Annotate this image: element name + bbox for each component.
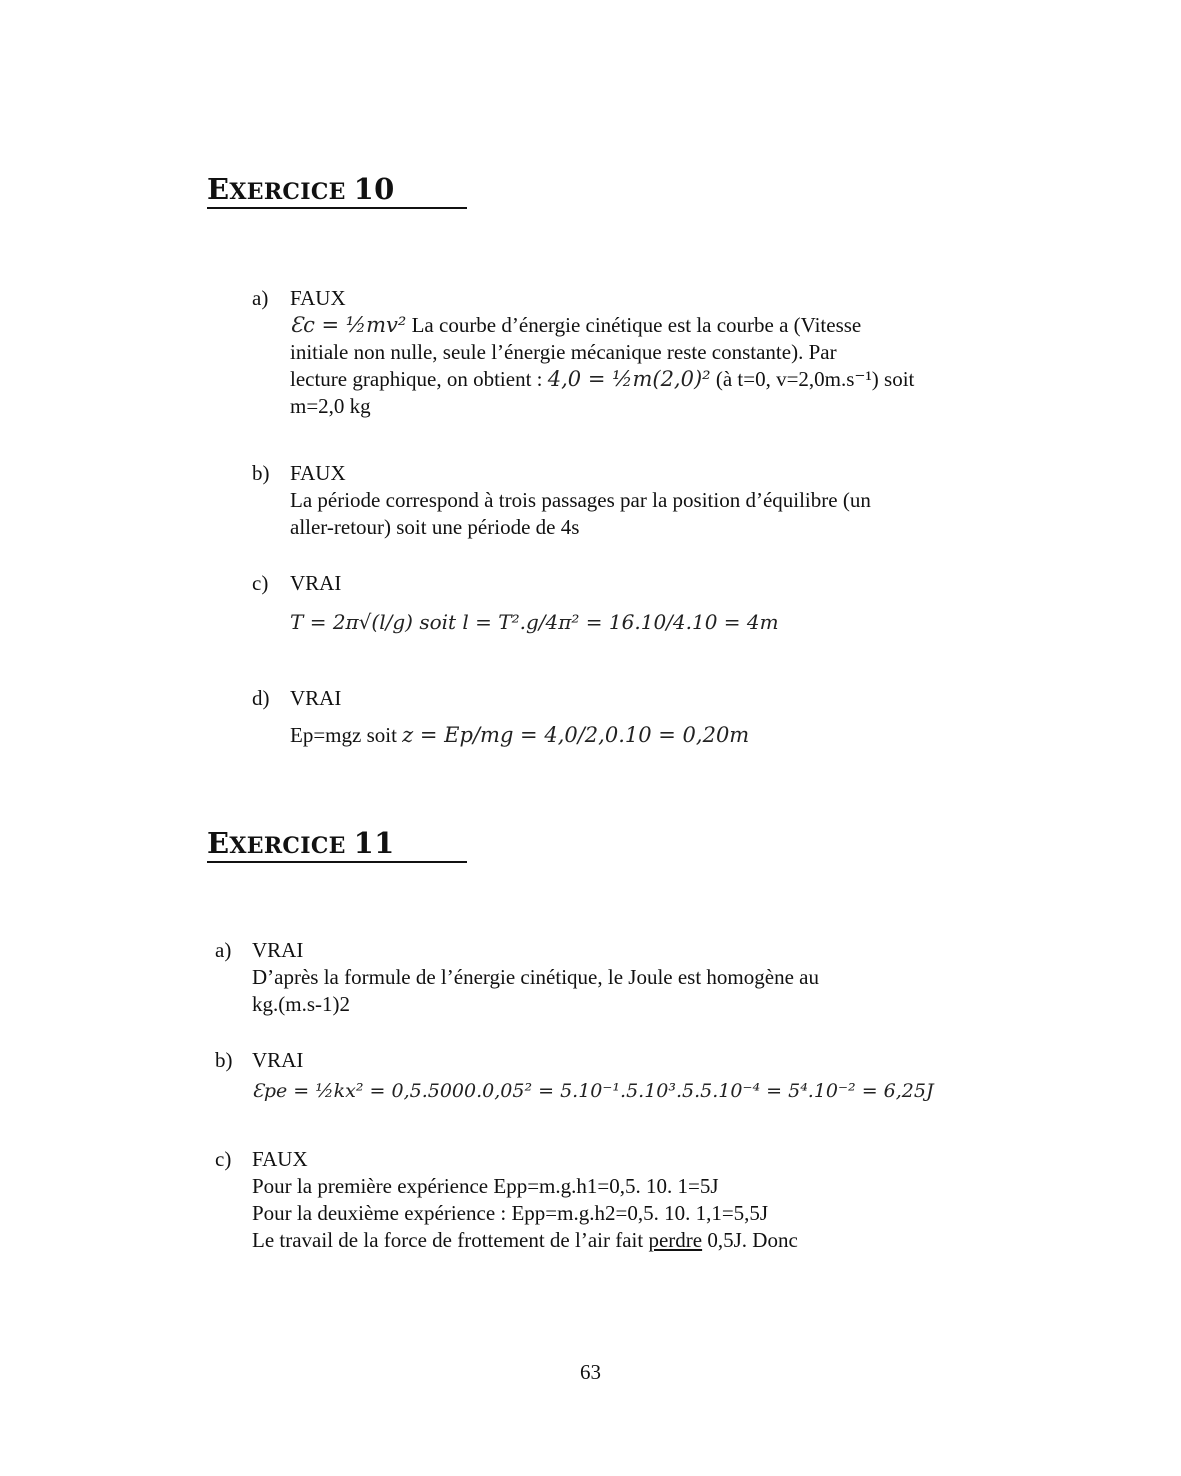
pendulum-length-formula: T = 2π√(l/g) soit l = T².g/4π² = 16.10/4.10 = 4m bbox=[290, 610, 779, 634]
page-number: 63 bbox=[580, 1360, 601, 1384]
exercise-10-heading: EXERCICE 10 bbox=[207, 174, 467, 209]
text-line: Ep=mgz soit bbox=[290, 723, 397, 747]
item-label: b) bbox=[252, 461, 270, 485]
underlined-word: perdre bbox=[648, 1228, 703, 1252]
ex10-item-c bbox=[252, 570, 992, 655]
verdict: FAUX bbox=[290, 286, 346, 310]
text-line: m=2,0 kg bbox=[290, 394, 371, 418]
item-label: b) bbox=[215, 1048, 233, 1072]
ex11-item-c bbox=[215, 1146, 995, 1266]
text-line: Pour la première expérience Epp=m.g.h1=0,5. 10. 1=5J bbox=[252, 1174, 719, 1198]
verdict: VRAI bbox=[290, 686, 342, 710]
verdict: FAUX bbox=[290, 461, 346, 485]
ex10-item-b bbox=[252, 460, 992, 545]
item-label: c) bbox=[252, 571, 269, 595]
item-label: a) bbox=[215, 938, 232, 962]
verdict: VRAI bbox=[290, 571, 342, 595]
mass-formula: 4,0 = ½m(2,0)² bbox=[547, 367, 711, 391]
text-line: La courbe d’énergie cinétique est la courbe a (Vitesse bbox=[411, 313, 862, 337]
elastic-energy-formula: Ɛpe = ½kx² = 0,5.5000.0,05² = 5.10⁻¹.5.10³.5.5.10⁻⁴ = 5⁴.10⁻² = 6,25J bbox=[252, 1080, 934, 1102]
text-line: La période correspond à trois passages par la position d’équilibre (un bbox=[290, 488, 871, 512]
height-formula: z = Ep/mg = 4,0/2,0.10 = 0,20m bbox=[402, 723, 750, 747]
ex11-item-a bbox=[215, 937, 995, 1022]
ex10-item-a bbox=[252, 285, 992, 435]
item-label: d) bbox=[252, 686, 270, 710]
verdict: VRAI bbox=[252, 938, 304, 962]
text-line: initiale non nulle, seule l’énergie mécanique reste constante). Par bbox=[290, 340, 837, 364]
text-line: 0,5J. Donc bbox=[707, 1228, 798, 1252]
ex10-item-d bbox=[252, 685, 992, 765]
text-line: D’après la formule de l’énergie cinétique, le Joule est homogène au bbox=[252, 965, 819, 989]
verdict: FAUX bbox=[252, 1147, 308, 1171]
kinetic-energy-formula: Ɛc = ½mv² bbox=[290, 313, 407, 337]
item-label: c) bbox=[215, 1147, 232, 1171]
item-label: a) bbox=[252, 286, 269, 310]
verdict: VRAI bbox=[252, 1048, 304, 1072]
text-line: kg.(m.s-1)2 bbox=[252, 992, 350, 1016]
ex11-item-b bbox=[215, 1047, 1015, 1122]
text-line: (à t=0, v=2,0m.s⁻¹) soit bbox=[715, 367, 915, 391]
text-line: Le travail de la force de frottement de l’air fait bbox=[252, 1228, 644, 1252]
text-line: lecture graphique, on obtient : bbox=[290, 367, 543, 391]
text-line: aller-retour) soit une période de 4s bbox=[290, 515, 580, 539]
text-line: Pour la deuxième expérience : Epp=m.g.h2=0,5. 10. 1,1=5,5J bbox=[252, 1201, 769, 1225]
exercise-11-heading: EXERCICE 11 bbox=[207, 828, 467, 863]
